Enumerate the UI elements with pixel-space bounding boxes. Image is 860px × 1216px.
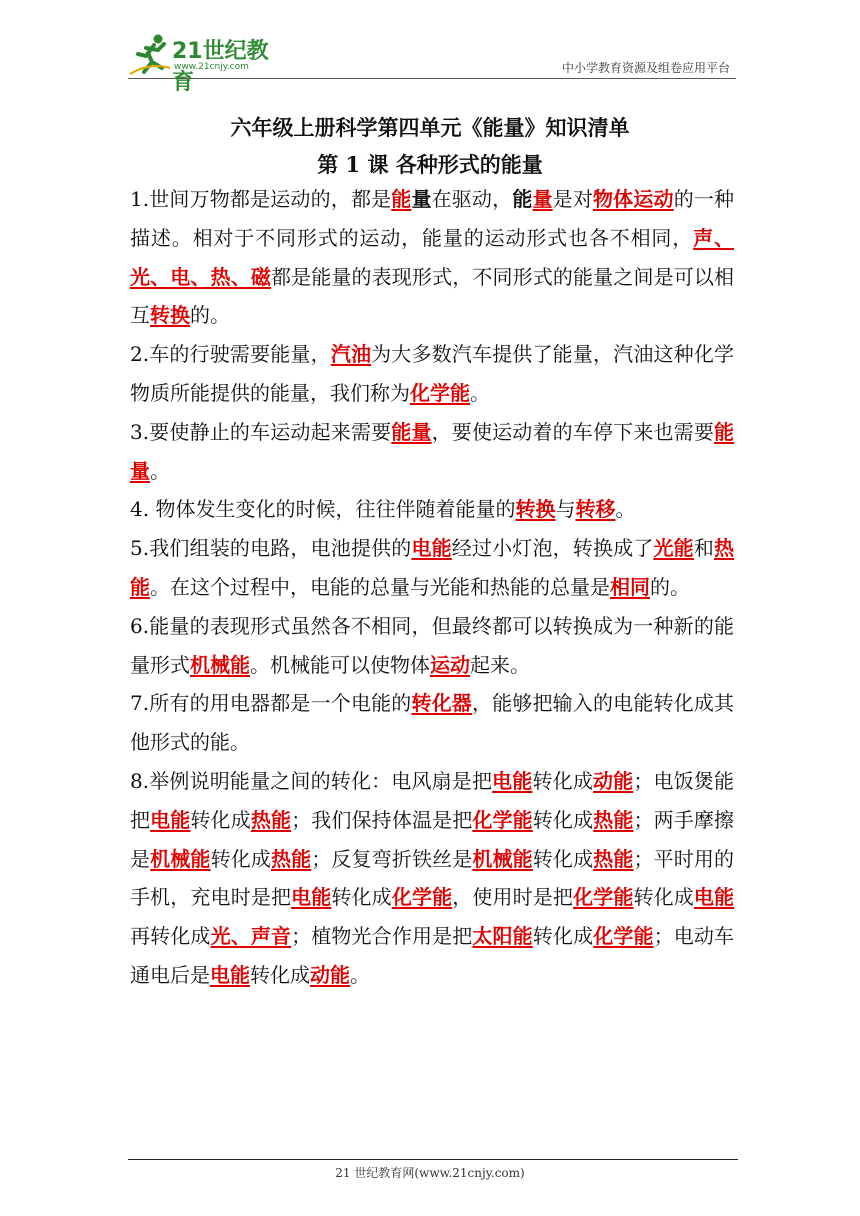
key-term: 机械能	[472, 846, 533, 871]
text-segment: 转化成	[633, 885, 694, 910]
text-segment: 5.我们组装的电路，电池提供的	[130, 536, 412, 561]
key-term: 化学能	[410, 380, 470, 405]
key-term: 热能	[593, 846, 634, 871]
text-segment: ；我们保持体温是把	[291, 807, 473, 832]
key-term: 热能	[130, 536, 735, 599]
key-term: 热能	[250, 807, 292, 832]
text-segment: 转化成	[190, 807, 251, 832]
text-segment: 为大多数汽车提供了能量，汽油这种化学物质所能提供的能量，我们称为	[130, 342, 735, 405]
key-term: 相同	[610, 574, 650, 599]
platform-name: 中小学教育资源及组卷应用平台	[561, 61, 730, 75]
key-term: 声、光、电、热、磁	[130, 225, 735, 289]
key-term: 热能	[270, 846, 312, 871]
text-segment: 1.世间万物都是运动的，都是	[130, 187, 392, 211]
text-segment: 3.要使静止的车运动起来需要	[130, 419, 392, 444]
text-segment: ，能够把输入的电能转化成其他形式的能。	[130, 691, 734, 755]
key-term: 机械能	[150, 846, 211, 871]
text-segment: ，要使运动着的车停下来也需要	[431, 419, 714, 444]
knowledge-item-2	[130, 335, 734, 413]
logo-text: 21世纪教育	[172, 39, 269, 95]
key-term: 电能	[150, 807, 191, 832]
key-term: 汽油	[330, 342, 372, 367]
text-segment: 再转化成	[130, 924, 211, 949]
text-segment: 的。	[190, 303, 230, 328]
key-term: 化学能	[391, 885, 453, 910]
text-segment: 。	[150, 458, 170, 483]
text-segment: 。机械能可以使物体	[250, 652, 430, 677]
key-term: 运动	[430, 652, 470, 677]
key-term: 电能	[693, 885, 735, 910]
text-segment: 。	[470, 380, 490, 405]
key-term: 电能	[291, 885, 332, 910]
key-term: 能量	[130, 419, 734, 483]
key-term: 能	[391, 187, 412, 211]
key-term: 动能	[593, 768, 634, 793]
key-term: 转换	[150, 303, 190, 328]
text-segment: 4. 物体发生变化的时候，往往伴随着能量的	[130, 497, 516, 522]
text-segment: 6.能量的表现形式虽然各不相同，但最终都可以转换成为一种新的能量形式	[130, 613, 734, 677]
text-segment: 起来。	[470, 652, 530, 677]
site-logo	[128, 32, 288, 95]
text-segment: ；两手摩擦是	[130, 807, 735, 871]
page-footer: 21 世纪教育网(www.21cnjy.com)	[335, 1166, 525, 1180]
knowledge-item-8	[130, 762, 734, 995]
text-segment: 转化成	[532, 924, 594, 949]
key-term: 热能	[593, 807, 634, 832]
text-segment: ；植物光合作用是把	[291, 924, 473, 949]
text-segment: 。	[350, 962, 370, 987]
text-segment: 转化成	[331, 885, 392, 910]
knowledge-item-5	[130, 529, 734, 607]
text-segment: 的一种描述。相对于不同形式的运动，能量的运动形式也各不相同，	[130, 187, 735, 250]
text-segment: 转化成	[210, 846, 271, 871]
key-term: 电能	[411, 536, 452, 561]
key-term: 电能	[210, 962, 250, 987]
text-segment: 在驱动，	[431, 187, 513, 211]
knowledge-list	[130, 180, 734, 995]
knowledge-item-3	[130, 413, 734, 491]
text-segment: 。在这个过程中，电能的总量与光能和热能的总量是	[150, 574, 610, 599]
footer-divider	[128, 1159, 738, 1160]
knowledge-item-7	[130, 684, 734, 762]
knowledge-item-1	[130, 180, 734, 335]
knowledge-item-6	[130, 607, 734, 685]
text-segment: 是对	[552, 187, 593, 211]
key-term: 物体运动	[593, 187, 674, 211]
key-term: 机械能	[190, 652, 250, 677]
text-segment: 经过小灯泡，转换成了	[451, 536, 654, 561]
text-segment: 转化成	[532, 846, 594, 871]
text-segment: ；电动车通电后是	[130, 924, 735, 987]
key-term: 太阳能	[472, 924, 533, 949]
text-segment: 转化成	[250, 962, 310, 987]
text-segment: 的。	[650, 574, 690, 599]
key-term: 化学能	[573, 885, 634, 910]
lesson-title: 第 1 课 各种形式的能量	[317, 152, 543, 177]
page-header	[128, 30, 736, 95]
knowledge-item-4	[130, 490, 734, 529]
key-term: 光、声音	[210, 924, 292, 949]
runner-logo-icon	[128, 32, 172, 76]
text-segment: 量	[411, 187, 432, 211]
text-segment: 2.车的行驶需要能量，	[130, 342, 331, 367]
key-term: 能量	[391, 419, 432, 444]
text-segment: 转化成	[532, 807, 594, 832]
logo-url: www.21cnjy.com	[174, 62, 249, 72]
text-segment: ；反复弯折铁丝是	[311, 846, 473, 871]
text-segment: ，使用时是把	[452, 885, 574, 910]
text-segment: 。	[615, 497, 636, 522]
text-segment: 7.所有的用电器都是一个电能的	[130, 691, 412, 716]
document-title: 六年级上册科学第四单元《能量》知识清单	[230, 115, 630, 140]
text-segment: ；电饭煲能把	[130, 768, 735, 832]
key-term: 化学能	[593, 924, 654, 949]
text-segment: 都是能量的表现形式，不同形式的能量之间是可以相互	[130, 264, 735, 328]
key-term: 光能	[653, 536, 694, 561]
text-segment: 8.举例说明能量之间的转化：电风扇是把	[130, 768, 493, 793]
text-segment: 和	[693, 536, 715, 561]
key-term: 转换	[515, 497, 556, 522]
key-term: 转移	[575, 497, 616, 522]
text-segment: 能	[512, 187, 533, 211]
key-term: 电能	[492, 768, 533, 793]
text-segment: 与	[555, 497, 576, 522]
key-term: 化学能	[472, 807, 533, 832]
text-segment: 转化成	[532, 768, 593, 793]
key-term: 动能	[310, 962, 350, 987]
text-segment: ；平时用的手机，充电时是把	[130, 846, 735, 910]
key-term: 转化器	[411, 691, 472, 716]
key-term: 量	[532, 187, 553, 211]
